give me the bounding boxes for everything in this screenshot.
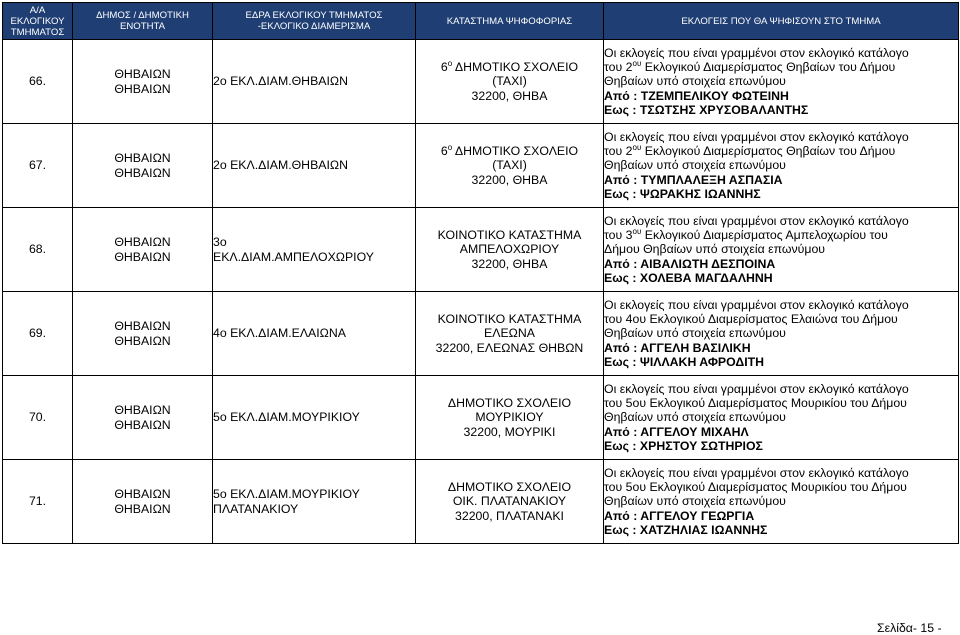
polling-store-line: 32200, ΜΟΥΡΙΚΙ — [463, 424, 556, 439]
polling-store-line: ΚΟΙΝΟΤΙΚΟ ΚΑΤΑΣΤΗΜΑ — [437, 312, 582, 327]
municipality-line: ΘΗΒΑΙΩΝ — [114, 333, 171, 348]
municipality-line: ΘΗΒΑΙΩΝ — [114, 165, 171, 180]
voters-line: Οι εκλογείς που είναι γραμμένοι στον εκλογικό κατάλογο — [604, 297, 909, 312]
header-number-line: Α/Α — [29, 4, 46, 16]
department-cell — [213, 292, 416, 376]
department-line: ΕΚΛ.ΔΙΑΜ.ΑΜΠΕΛΟΧΩΡΙΟΥ — [213, 249, 374, 264]
voters-line: του $3^{o\upsilon}$ Εκλογικού Διαμερίσματος Αμπελοχωρίου του — [604, 227, 888, 243]
voters-cell — [604, 40, 959, 124]
voters-cell — [604, 292, 959, 376]
polling-store-line: $6^o$ ΔΗΜΟΤΙΚΟ ΣΧΟΛΕΙΟ — [440, 59, 579, 75]
polling-store-line: (ΤΑΧΙ) — [492, 158, 527, 173]
voters-line: του $2^{o\upsilon}$ Εκλογικού Διαμερίσματος Θηβαίων του Δήμου — [604, 143, 896, 159]
header-department-line: ΕΔΡΑ ΕΚΛΟΓΙΚΟΥ ΤΜΗΜΑΤΟΣ — [245, 10, 383, 21]
voters-cell — [604, 208, 959, 292]
municipality-cell — [73, 376, 213, 460]
voters-line: Θηβαίων υπό στοιχεία επωνύμου — [604, 326, 786, 341]
polling-store-line: ΕΛΕΩΝΑ — [484, 326, 535, 341]
polling-store-line: ΜΟΥΡΙΚΙΟΥ — [475, 410, 544, 425]
municipality-line: ΘΗΒΑΙΩΝ — [114, 81, 171, 96]
polling-store-cell — [416, 460, 604, 544]
voters-to: Εως : ΨΙΛΛΑΚΗ ΑΦΡΟΔΙΤΗ — [604, 354, 765, 369]
voters-from: Από : ΤΖΕΜΠΕΛΙΚΟΥ ΦΩΤΕΙΝΗ — [604, 88, 789, 103]
table-header-row — [3, 3, 959, 40]
table-row — [3, 292, 959, 376]
department-line: 2ο ΕΚΛ.ΔΙΑΜ.ΘΗΒΑΙΩΝ — [213, 158, 348, 173]
department-line: 3ο — [213, 235, 227, 250]
department-cell — [213, 40, 416, 124]
polling-store-cell — [416, 124, 604, 208]
page-number: Σελίδα- 15 - — [877, 621, 942, 635]
row-number — [3, 376, 73, 460]
voters-line: του 5ου Εκλογικού Διαμερίσματος Μουρικίου του Δήμου — [604, 480, 907, 495]
voters-line: Οι εκλογείς που είναι γραμμένοι στον εκλογικό κατάλογο — [604, 465, 909, 480]
polling-store-line: ΑΜΠΕΛΟΧΩΡΙΟΥ — [459, 242, 560, 257]
voters-line: Θηβαίων υπό στοιχεία επωνύμου — [604, 494, 786, 509]
polling-store-line: ΔΗΜΟΤΙΚΟ ΣΧΟΛΕΙΟ — [447, 396, 572, 411]
voters-line: Οι εκλογείς που είναι γραμμένοι στον εκλογικό κατάλογο — [604, 45, 909, 60]
row-number-text: 68. — [28, 242, 47, 257]
polling-store-line: 32200, ΘΗΒΑ — [471, 88, 548, 103]
municipality-line: ΘΗΒΑΙΩΝ — [114, 151, 171, 166]
municipality-line: ΘΗΒΑΙΩΝ — [114, 235, 171, 250]
polling-store-line: 32200, ΕΛΕΩΝΑΣ ΘΗΒΩΝ — [435, 340, 584, 355]
header-department-line: -ΕΚΛΟΓΙΚΟ ΔΙΑΜΕΡΙΣΜΑ — [257, 21, 371, 32]
municipality-cell — [73, 460, 213, 544]
department-cell — [213, 124, 416, 208]
municipality-cell — [73, 208, 213, 292]
row-number — [3, 40, 73, 124]
voters-to: Εως : ΧΡΗΣΤΟΥ ΣΩΤΗΡΙΟΣ — [604, 438, 763, 453]
department-cell — [213, 376, 416, 460]
header-number — [3, 3, 73, 40]
row-number-text: 71. — [28, 494, 47, 509]
voters-to: Εως : ΤΣΩΤΣΗΣ ΧΡΥΣΟΒΑΛΑΝΤΗΣ — [604, 102, 809, 117]
row-number-text: 67. — [28, 158, 47, 173]
table-body — [3, 40, 959, 544]
row-number-text: 66. — [28, 74, 47, 89]
department-line: 2ο ΕΚΛ.ΔΙΑΜ.ΘΗΒΑΙΩΝ — [213, 74, 348, 89]
voters-line: Θηβαίων υπό στοιχεία επωνύμου — [604, 74, 786, 89]
header-voters — [604, 3, 959, 40]
row-number — [3, 208, 73, 292]
voters-cell — [604, 124, 959, 208]
header-store-line: ΚΑΤΑΣΤΗΜΑ ΨΗΦΟΦΟΡΙΑΣ — [446, 15, 573, 27]
municipality-line: ΘΗΒΑΙΩΝ — [114, 487, 171, 502]
voters-line: Θηβαίων υπό στοιχεία επωνύμου — [604, 410, 786, 425]
polling-store-line: $6^o$ ΔΗΜΟΤΙΚΟ ΣΧΟΛΕΙΟ — [440, 143, 579, 159]
row-number-text: 69. — [28, 326, 47, 341]
voters-to: Εως : ΧΟΛΕΒΑ ΜΑΓΔΑΛΗΝΗ — [604, 270, 773, 285]
municipality-line: ΘΗΒΑΙΩΝ — [114, 319, 171, 334]
municipality-line: ΘΗΒΑΙΩΝ — [114, 403, 171, 418]
voters-from: Από : ΑΙΒΑΛΙΩΤΗ ΔΕΣΠΟΙΝΑ — [604, 256, 776, 271]
voters-line: του 4ου Εκλογικού Διαμερίσματος Ελαιώνα του Δήμου — [604, 312, 898, 327]
voters-line: Δήμου Θηβαίων υπό στοιχεία επωνύμου — [604, 242, 826, 257]
voters-line: του 5ου Εκλογικού Διαμερίσματος Μουρικίου του Δήμου — [604, 396, 907, 411]
department-cell — [213, 460, 416, 544]
polling-store-cell — [416, 292, 604, 376]
polling-store-line: ΔΗΜΟΤΙΚΟ ΣΧΟΛΕΙΟ — [447, 480, 572, 495]
voters-from: Από : ΑΓΓΕΛΟΥ ΜΙΧΑΗΛ — [604, 424, 749, 439]
polling-store-line: ΟΙΚ. ΠΛΑΤΑΝΑΚΙΟΥ — [452, 494, 567, 509]
table-row — [3, 40, 959, 124]
header-municipality — [73, 3, 213, 40]
voters-cell — [604, 460, 959, 544]
municipality-cell — [73, 40, 213, 124]
voters-line: Οι εκλογείς που είναι γραμμένοι στον εκλογικό κατάλογο — [604, 213, 909, 228]
header-department — [213, 3, 416, 40]
municipality-line: ΘΗΒΑΙΩΝ — [114, 249, 171, 264]
header-municipality-line: ΕΝΟΤΗΤΑ — [119, 21, 166, 32]
municipality-line: ΘΗΒΑΙΩΝ — [114, 417, 171, 432]
header-municipality-line: ΔΗΜΟΣ / ΔΗΜΟΤΙΚΗ — [96, 10, 189, 21]
department-line: 5ο ΕΚΛ.ΔΙΑΜ.ΜΟΥΡΙΚΙΟΥ — [213, 410, 360, 425]
polling-store-line: 32200, ΘΗΒΑ — [471, 256, 548, 271]
polling-stations-table — [2, 2, 959, 544]
voters-line: Θηβαίων υπό στοιχεία επωνύμου — [604, 158, 786, 173]
header-number-line: ΤΜΗΜΑΤΟΣ — [10, 26, 65, 38]
voters-cell — [604, 376, 959, 460]
polling-store-line: 32200, ΠΛΑΤΑΝΑΚΙ — [455, 508, 564, 523]
voters-from: Από : ΑΓΓΕΛΟΥ ΓΕΩΡΓΙΑ — [604, 508, 755, 523]
municipality-cell — [73, 292, 213, 376]
polling-store-cell — [416, 208, 604, 292]
voters-from: Από : ΤΥΜΠΛΑΛΕΞΗ ΑΣΠΑΣΙΑ — [604, 172, 783, 187]
voters-line: Οι εκλογείς που είναι γραμμένοι στον εκλογικό κατάλογο — [604, 381, 909, 396]
polling-store-line: (ΤΑΧΙ) — [492, 74, 527, 89]
polling-store-line: ΚΟΙΝΟΤΙΚΟ ΚΑΤΑΣΤΗΜΑ — [437, 228, 582, 243]
header-store — [416, 3, 604, 40]
table-row — [3, 208, 959, 292]
voters-to: Εως : ΧΑΤΖΗΛΙΑΣ ΙΩΑΝΝΗΣ — [604, 522, 768, 537]
row-number — [3, 292, 73, 376]
voters-line: Οι εκλογείς που είναι γραμμένοι στον εκλογικό κατάλογο — [604, 129, 909, 144]
municipality-line: ΘΗΒΑΙΩΝ — [114, 67, 171, 82]
row-number — [3, 124, 73, 208]
department-cell — [213, 208, 416, 292]
table-row — [3, 460, 959, 544]
municipality-cell — [73, 124, 213, 208]
municipality-line: ΘΗΒΑΙΩΝ — [114, 501, 171, 516]
department-line: ΠΛΑΤΑΝΑΚΙΟΥ — [213, 501, 299, 516]
polling-store-line: 32200, ΘΗΒΑ — [471, 172, 548, 187]
voters-from: Από : ΑΓΓΕΛΗ ΒΑΣΙΛΙΚΗ — [604, 340, 751, 355]
department-line: 4ο ΕΚΛ.ΔΙΑΜ.ΕΛΑΙΩΝΑ — [213, 326, 346, 341]
department-line: 5ο ΕΚΛ.ΔΙΑΜ.ΜΟΥΡΙΚΙΟΥ — [213, 487, 360, 502]
table-row — [3, 376, 959, 460]
polling-store-cell — [416, 40, 604, 124]
table-row — [3, 124, 959, 208]
header-number-line: ΕΚΛΟΓΙΚΟΥ — [10, 15, 65, 27]
header-voters-line: ΕΚΛΟΓΕΙΣ ΠΟΥ ΘΑ ΨΗΦΙΣΟΥΝ ΣΤΟ ΤΜΗΜΑ — [681, 15, 881, 27]
polling-store-cell — [416, 376, 604, 460]
voters-to: Εως : ΨΩΡΑΚΗΣ ΙΩΑΝΝΗΣ — [604, 186, 761, 201]
voters-line: του $2^{o\upsilon}$ Εκλογικού Διαμερίσματος Θηβαίων του Δήμου — [604, 59, 896, 75]
row-number — [3, 460, 73, 544]
row-number-text: 70. — [28, 410, 47, 425]
